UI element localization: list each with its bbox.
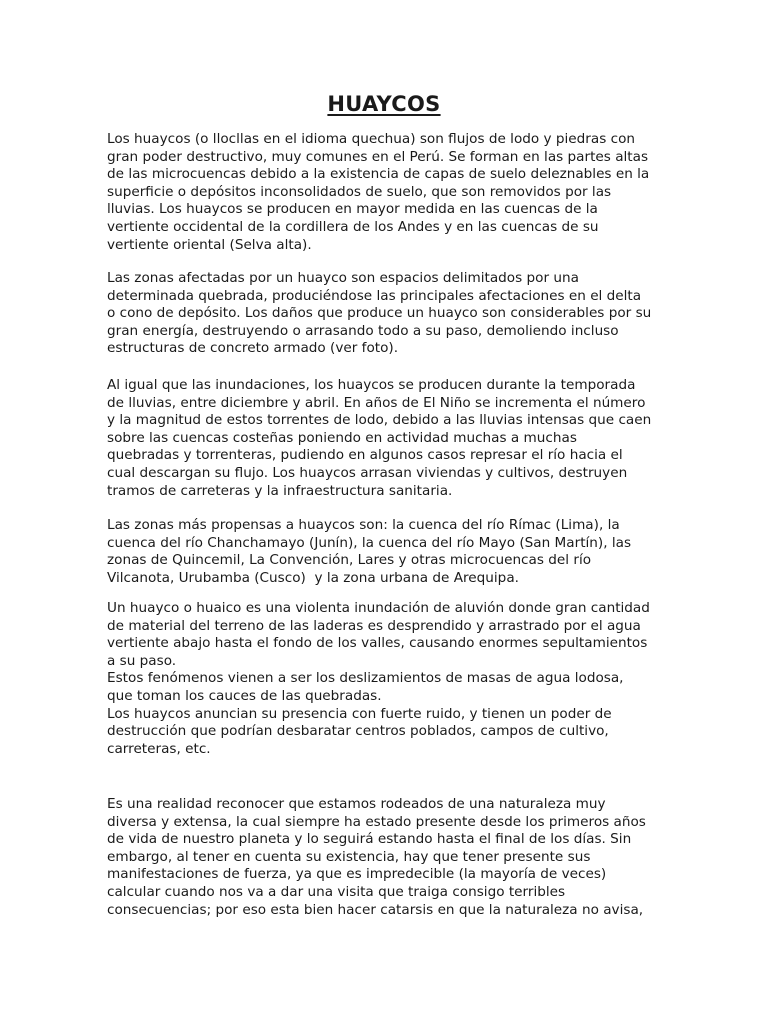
text-line: estructuras de concreto armado (ver foto). <box>107 340 399 357</box>
text-line: de material del terreno de las laderas es desprendido y arrastrado por el agua <box>107 617 641 634</box>
text-line: de las microcuencas debido a la existencia de capas de suelo deleznables en la <box>107 166 650 183</box>
text-line: Vilcanota, Urubamba (Cusco) y la zona urbana de Arequipa. <box>107 569 519 586</box>
text-line: vertiente abajo hasta el fondo de los valles, causando enormes sepultamientos <box>107 635 648 652</box>
text-line: Las zonas más propensas a huaycos son: la cuenca del río Rímac (Lima), la <box>107 517 620 533</box>
text-line: que toman los cauces de las quebradas. <box>107 687 382 704</box>
text-line: gran energía, destruyendo o arrasando todo a su paso, demoliendo incluso <box>107 322 619 339</box>
paragraph-intro <box>107 131 663 254</box>
text-line: diversa y extensa, la cual siempre ha estado presente desde los primeros años <box>107 813 646 830</box>
text-line: manifestaciones de fuerza, ya que es impredecible (la mayoría de veces) <box>107 866 607 883</box>
text-line: a su paso. <box>107 652 177 669</box>
text-line: consecuencias; por eso esta bien hacer catarsis en que la naturaleza no avisa, <box>107 901 644 918</box>
text-line: Los huaycos anuncian su presencia con fuerte ruido, y tienen un poder de <box>107 705 612 722</box>
text-line: tramos de carreteras y la infraestructura sanitaria. <box>107 482 453 499</box>
text-line: Estos fenómenos vienen a ser los deslizamientos de masas de agua lodosa, <box>107 670 624 687</box>
paragraph-affected-zones <box>107 270 663 358</box>
text-line: lluvias. Los huaycos se producen en mayor medida en las cuencas de la <box>107 201 598 218</box>
paragraph-definition <box>107 600 663 758</box>
text-line: de lluvias, entre diciembre y abril. En años de El Niño se incrementa el número <box>107 394 646 411</box>
text-line: Es una realidad reconocer que estamos rodeados de una naturaleza muy <box>107 796 606 812</box>
text-line: superficie o depósitos inconsolidados de suelo, que son removidos por las <box>107 183 612 200</box>
text-line: cuenca del río Chanchamayo (Junín), la cuenca del río Mayo (San Martín), las <box>107 534 632 551</box>
text-line: gran poder destructivo, muy comunes en el Perú. Se forman en las partes altas <box>107 148 649 165</box>
text-line: destrucción que podrían desbaratar centros poblados, campos de cultivo, <box>107 723 609 740</box>
text-line: quebradas y torrenteras, pudiendo en algunos casos represar el río hacia el <box>107 447 623 464</box>
text-line: carreteras, etc. <box>107 740 211 757</box>
text-line: cual descargan su flujo. Los huaycos arrasan viviendas y cultivos, destruyen <box>107 464 628 481</box>
text-line: calcular cuando nos va a dar una visita que traiga consigo terribles <box>107 883 566 900</box>
text-line: determinada quebrada, produciéndose las principales afectaciones en el delta <box>107 287 642 304</box>
paragraph-prone-zones <box>107 517 663 587</box>
paragraph-reflection <box>107 796 663 919</box>
text-line: zonas de Quincemil, La Convención, Lares y otras microcuencas del río <box>107 552 592 569</box>
text-line: vertiente occidental de la cordillera de los Andes y en las cuencas de su <box>107 218 599 235</box>
text-line: Al igual que las inundaciones, los huaycos se producen durante la temporada <box>107 377 636 393</box>
paragraph-season <box>107 377 663 500</box>
text-line: embargo, al tener en cuenta su existencia, hay que tener presente sus <box>107 848 591 865</box>
text-line: Los huaycos (o llocllas en el idioma quechua) son flujos de lodo y piedras con <box>107 131 636 147</box>
document-title: HUAYCOS <box>327 92 441 116</box>
text-line: y la magnitud de estos torrentes de lodo, debido a las lluvias intensas que caen <box>107 412 652 429</box>
text-line: sobre las cuencas costeñas poniendo en actividad muchas a muchas <box>107 429 577 446</box>
text-line: de vida de nuestro planeta y lo seguirá estando hasta el final de los días. Sin <box>107 831 632 848</box>
text-line: vertiente oriental (Selva alta). <box>107 236 312 253</box>
text-line: o cono de depósito. Los daños que produce un huayco son considerables por su <box>107 305 652 322</box>
text-line: Un huayco o huaico es una violenta inundación de aluvión donde gran cantidad <box>107 600 650 616</box>
text-line: Las zonas afectadas por un huayco son espacios delimitados por una <box>107 270 579 286</box>
